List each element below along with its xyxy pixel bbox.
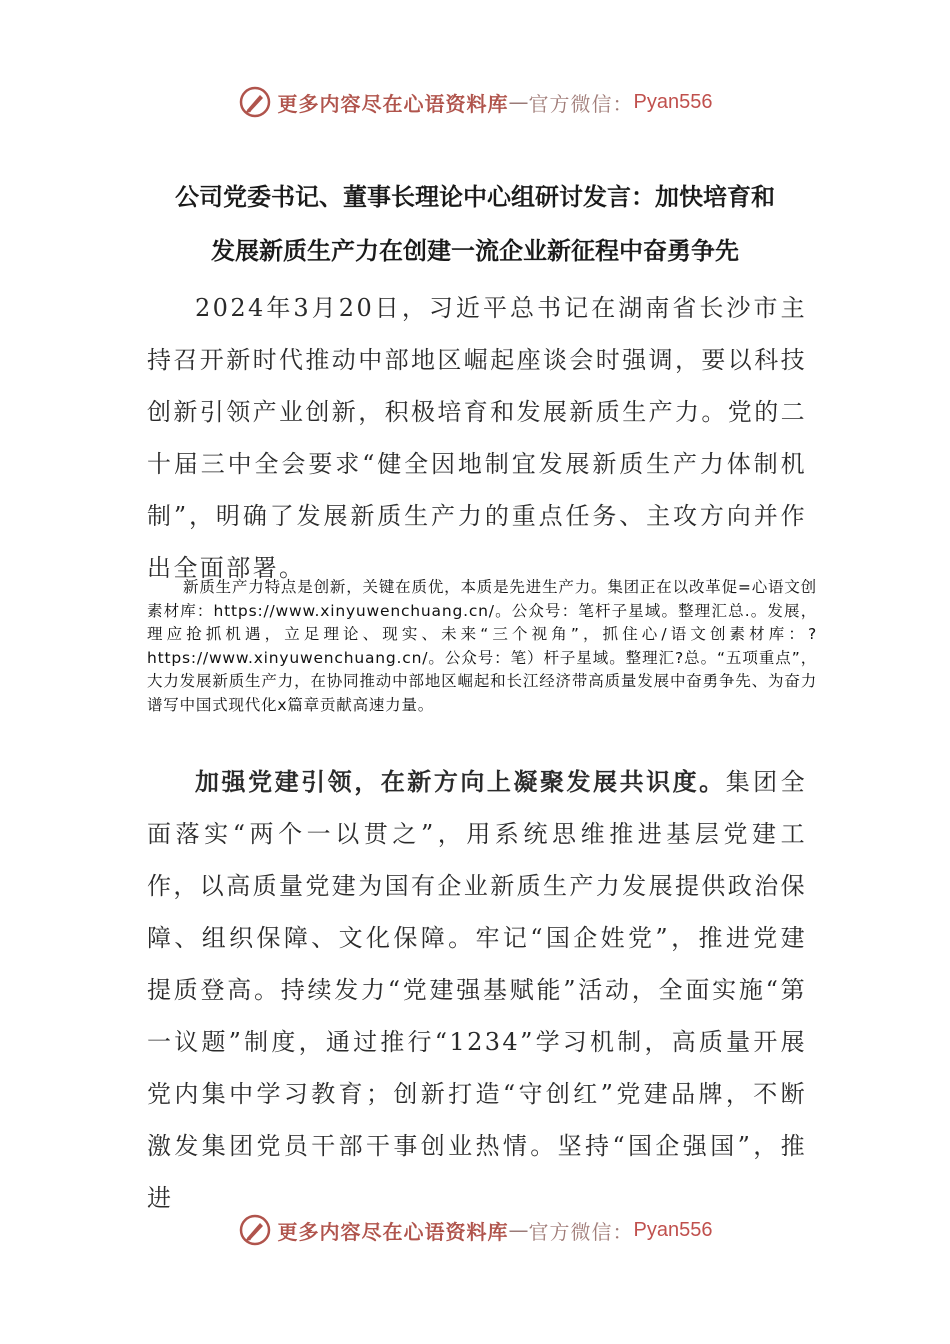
banner-separator: — [508,90,529,114]
title-line-1: 公司党委书记、董事长理论中心组研讨发言：加快培育和 [175,183,775,211]
document-title [140,170,810,278]
header-watermark-banner [0,82,950,122]
banner-text: 更多内容尽在心语资料库 [277,1219,509,1244]
paragraph-body: 集团全面落实“两个一以贯之”，用系统思维推进基层党建工作，以高质量党建为国有企业新质生产力发展提供政治保障、组织保障、文化保障。牢记“国企姓党”，推进党建提质登高。持续发力“党建强基赋能”活动，全面实施“第一议题”制度，通过推行“1234”学习机制，高质量开展党内集中学习教育；创新打造“守创红”党建品牌，不断激发集团党员干部干事创业热情。坚持“国企强国”，推进 [147,768,808,1212]
title-line-2: 发展新质生产力在创建一流企业新征程中奋勇争先 [211,237,739,265]
banner-wechat-label: 官方微信： [528,1219,634,1244]
paragraph-lead-heading: 加强党建引领，在新方向上凝聚发展共识度。 [195,768,726,796]
banner-separator: — [508,1218,529,1242]
pen-nib-logo-icon [238,1213,272,1247]
paragraph-inserted-notice: 新质生产力特点是创新，关键在质优，本质是先进生产力。集团正在以改革促=心语文创素材库：https://www.xinyuwenchuang.cn/。公众号：笔杆子星域。整理汇总.。发展，理应抢抓机遇，立足理论、现实、未来“三个视角”，抓住心/语文创素材库：?https://www.xinyuwenchuang.cn/。公众号：笔）杆子星域。整理汇?总。“五项重点”，大力发展新质生产力，在协同推动中部地区崛起和长江经济带高质量发展中奋勇争先、为奋力谱写中国式现代化x篇章贡献高速力量。 [147,578,817,714]
pen-nib-logo-icon [238,85,272,119]
footer-watermark-banner [0,1210,950,1250]
banner-wechat-id: Pyan556 [633,90,713,113]
paragraph-intro: 2024年3月20日，习近平总书记在湖南省长沙市主持召开新时代推动中部地区崛起座谈会时强调，要以科技创新引领产业创新，积极培育和发展新质生产力。党的二十届三中全会要求“健全因地制宜发展新质生产力体制机制”，明确了发展新质生产力的重点任务、主攻方向并作出全面部署。 [147,294,807,582]
banner-wechat-id: Pyan556 [633,1218,713,1241]
banner-text: 更多内容尽在心语资料库 [277,91,509,116]
paragraph-party-building [147,756,807,1224]
banner-wechat-label: 官方微信： [528,91,634,116]
